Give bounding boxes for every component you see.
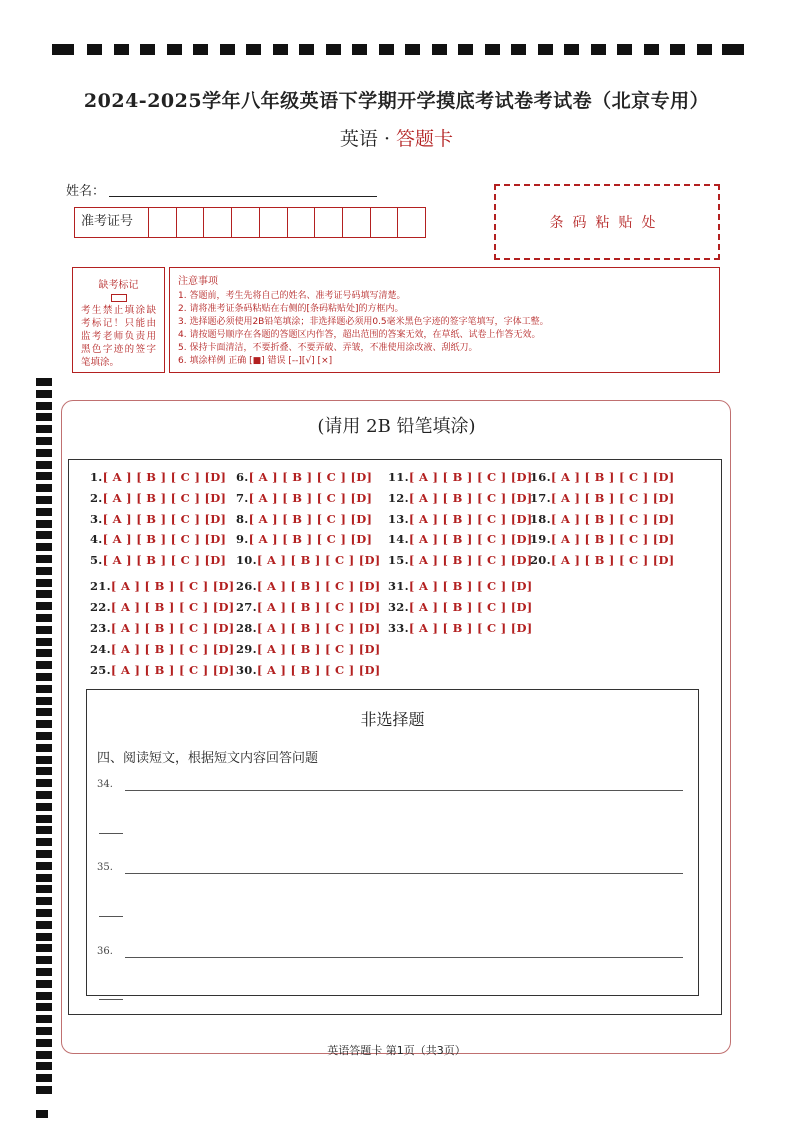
timing-mark (36, 909, 52, 917)
answer-options[interactable]: [ A ] [ B ] [ C ] [D] (110, 579, 235, 593)
answer-options[interactable]: [ A ] [ B ] [ C ] [D] (550, 553, 675, 567)
timing-mark (114, 44, 129, 55)
timing-mark (36, 850, 52, 858)
timing-mark (644, 44, 659, 55)
choice-question-21[interactable] (90, 579, 235, 593)
timing-mark (36, 602, 52, 610)
question-number: 30. (236, 663, 257, 677)
notes-item: 4. 请按题号顺序在各题的答题区内作答，超出范围的答案无效，在草纸、试卷上作答无效。 (178, 330, 541, 340)
pencil-instruction: (请用 2B 铅笔填涂) (317, 416, 476, 437)
timing-mark (36, 673, 52, 681)
timing-mark (326, 44, 341, 55)
answer-options[interactable]: [ A ] [ B ] [ C ] [D] (110, 621, 235, 635)
timing-mark (36, 661, 52, 669)
timing-mark (591, 44, 606, 55)
timing-mark (193, 44, 208, 55)
choice-question-23[interactable] (90, 621, 235, 635)
choice-question-11[interactable] (388, 470, 533, 484)
question-number: 20. (530, 553, 551, 567)
timing-mark (36, 826, 52, 834)
choice-question-17[interactable] (530, 491, 675, 505)
timing-mark (36, 1027, 52, 1035)
answer-options[interactable]: [ A ] [ B ] [ C ] [D] (110, 600, 235, 614)
timing-mark (36, 1074, 52, 1082)
absent-desc: 考生禁止填涂缺考标记！只能由监考老师负责用黑色字迹的签字笔填涂。 (81, 305, 156, 368)
timing-mark (36, 520, 52, 528)
question-number: 11. (388, 470, 409, 484)
choice-question-13[interactable] (388, 512, 533, 526)
answer-options[interactable]: [ A ] [ B ] [ C ] [D] (408, 600, 533, 614)
choice-question-30[interactable] (236, 663, 381, 677)
barcode-area: 条码粘贴处 (494, 184, 720, 260)
timing-mark (405, 44, 420, 55)
non-choice-box (86, 689, 699, 996)
question-number: 22. (90, 600, 111, 614)
timing-mark (36, 567, 52, 575)
answer-options[interactable]: [ A ] [ B ] [ C ] [D] (102, 491, 227, 505)
timing-mark (36, 649, 52, 657)
question-number: 34. (97, 779, 113, 790)
answer-options[interactable]: [ A ] [ B ] [ C ] [D] (256, 579, 381, 593)
question-number: 27. (236, 600, 257, 614)
timing-mark (36, 921, 52, 929)
timing-mark (36, 1062, 52, 1070)
timing-mark (36, 992, 52, 1000)
question-number: 13. (388, 512, 409, 526)
timing-mark (36, 791, 52, 799)
exam-number-label: 准考证号 (75, 208, 149, 237)
timing-mark (273, 44, 288, 55)
timing-mark (36, 402, 52, 410)
answer-options[interactable]: [ A ] [ B ] [ C ] [D] (408, 553, 533, 567)
timing-mark (36, 933, 52, 941)
timing-mark (36, 508, 52, 516)
timing-mark (36, 944, 52, 952)
timing-mark (617, 44, 632, 55)
choice-question-9[interactable] (236, 532, 372, 546)
choice-question-10[interactable] (236, 553, 381, 567)
timing-mark (379, 44, 394, 55)
page-footer: 英语答题卡 第1页（共3页） (327, 1044, 466, 1057)
timing-mark (36, 378, 52, 386)
answer-options[interactable]: [ A ] [ B ] [ C ] [D] (102, 470, 227, 484)
question-number: 8. (236, 512, 249, 526)
exam-number-cell[interactable] (204, 208, 232, 237)
answer-options[interactable]: [ A ] [ B ] [ C ] [D] (408, 579, 533, 593)
timing-mark (432, 44, 447, 55)
question-number: 28. (236, 621, 257, 635)
timing-mark (36, 437, 52, 445)
question-number: 10. (236, 553, 257, 567)
timing-mark (485, 44, 500, 55)
answer-line-continued[interactable] (99, 915, 123, 917)
answer-options[interactable]: [ A ] [ B ] [ C ] [D] (248, 491, 373, 505)
answer-options[interactable]: [ A ] [ B ] [ C ] [D] (248, 470, 373, 484)
question-number: 2. (90, 491, 103, 505)
timing-mark (36, 555, 52, 563)
answer-options[interactable]: [ A ] [ B ] [ C ] [D] (408, 491, 533, 505)
timing-mark (36, 461, 52, 469)
question-number: 24. (90, 642, 111, 656)
timing-mark (722, 44, 744, 55)
question-number: 3. (90, 512, 103, 526)
exam-number-cell[interactable] (315, 208, 343, 237)
timing-mark (36, 685, 52, 693)
answer-options[interactable]: [ A ] [ B ] [ C ] [D] (408, 532, 533, 546)
choice-question-8[interactable] (236, 512, 372, 526)
timing-mark (36, 815, 52, 823)
choice-question-19[interactable] (530, 532, 675, 546)
question-number: 29. (236, 642, 257, 656)
timing-mark (36, 449, 52, 457)
timing-mark (87, 44, 102, 55)
notes-item: 2. 请将准考证条码粘贴在右侧的[条码粘贴处]的方框内。 (178, 304, 404, 314)
timing-mark (167, 44, 182, 55)
timing-mark (36, 838, 52, 846)
timing-mark (36, 874, 52, 882)
choice-question-28[interactable] (236, 621, 381, 635)
timing-mark (36, 579, 52, 587)
answer-options[interactable]: [ A ] [ B ] [ C ] [D] (550, 532, 675, 546)
choice-question-4[interactable] (90, 532, 226, 546)
answer-options[interactable]: [ A ] [ B ] [ C ] [D] (256, 663, 381, 677)
notes-item: 6. 填涂样例 正确 [■] 错误 [--][√] [×] (178, 356, 333, 366)
timing-mark (36, 697, 52, 705)
timing-mark (36, 626, 52, 634)
timing-mark (36, 638, 52, 646)
question-number: 36. (97, 946, 113, 957)
answer-line[interactable] (125, 789, 683, 791)
question-number: 35. (97, 862, 113, 873)
timing-mark (36, 1003, 52, 1011)
timing-mark (458, 44, 473, 55)
subtitle-subject: 英语 · (339, 128, 397, 150)
question-number: 18. (530, 512, 551, 526)
timing-mark (36, 732, 52, 740)
timing-mark (670, 44, 685, 55)
name-field[interactable] (109, 195, 377, 197)
timing-mark (36, 968, 52, 976)
notes-item: 5. 保持卡面清洁，不要折叠、不要弄破、弄皱，不准使用涂改液、刮纸刀。 (178, 343, 478, 353)
answer-options[interactable]: [ A ] [ B ] [ C ] [D] (102, 532, 227, 546)
timing-mark (36, 980, 52, 988)
choice-question-20[interactable] (530, 553, 675, 567)
timing-mark (36, 756, 52, 764)
timing-mark (246, 44, 261, 55)
choice-question-3[interactable] (90, 512, 226, 526)
question-number: 1. (90, 470, 103, 484)
exam-number-cell[interactable] (232, 208, 260, 237)
choice-question-14[interactable] (388, 532, 533, 546)
timing-mark (220, 44, 235, 55)
answer-options[interactable]: [ A ] [ B ] [ C ] [D] (408, 621, 533, 635)
answer-line-continued[interactable] (99, 998, 123, 1000)
question-number: 17. (530, 491, 551, 505)
absent-title: 缺考标记 (98, 280, 139, 291)
question-number: 32. (388, 600, 409, 614)
question-number: 26. (236, 579, 257, 593)
choice-question-18[interactable] (530, 512, 675, 526)
timing-mark (36, 614, 52, 622)
exam-number-cell[interactable] (398, 208, 425, 237)
timing-mark (352, 44, 367, 55)
timing-mark (140, 44, 155, 55)
timing-mark (36, 590, 52, 598)
choice-question-26[interactable] (236, 579, 381, 593)
choice-question-25[interactable] (90, 663, 235, 677)
choice-question-32[interactable] (388, 600, 533, 614)
answer-options[interactable]: [ A ] [ B ] [ C ] [D] (110, 663, 235, 677)
choice-question-5[interactable] (90, 553, 226, 567)
choice-question-1[interactable] (90, 470, 226, 484)
question-number: 21. (90, 579, 111, 593)
name-label: 姓名： (66, 184, 106, 199)
page-subtitle (0, 124, 793, 151)
exam-number-cell[interactable] (371, 208, 399, 237)
answer-line[interactable] (125, 872, 683, 874)
timing-mark (36, 767, 52, 775)
answer-options[interactable]: [ A ] [ B ] [ C ] [D] (256, 553, 381, 567)
timing-mark (36, 720, 52, 728)
answer-line-continued[interactable] (99, 832, 123, 834)
question-number: 16. (530, 470, 551, 484)
question-number: 7. (236, 491, 249, 505)
answer-options[interactable]: [ A ] [ B ] [ C ] [D] (256, 642, 381, 656)
answer-options[interactable]: [ A ] [ B ] [ C ] [D] (256, 621, 381, 635)
timing-mark (36, 803, 52, 811)
choice-question-12[interactable] (388, 491, 533, 505)
timing-mark (36, 708, 52, 716)
exam-number-cell[interactable] (343, 208, 371, 237)
choice-question-27[interactable] (236, 600, 381, 614)
timing-mark (52, 44, 74, 55)
exam-number-cell[interactable] (177, 208, 205, 237)
timing-mark (36, 1086, 52, 1094)
timing-mark (36, 496, 52, 504)
question-number: 6. (236, 470, 249, 484)
choice-question-6[interactable] (236, 470, 372, 484)
question-number: 9. (236, 532, 249, 546)
timing-mark (36, 531, 52, 539)
timing-mark (511, 44, 526, 55)
subtitle-card: 答题卡 (396, 128, 454, 150)
question-number: 31. (388, 579, 409, 593)
choice-question-7[interactable] (236, 491, 372, 505)
question-number: 23. (90, 621, 111, 635)
choice-question-2[interactable] (90, 491, 226, 505)
timing-mark (36, 744, 52, 752)
question-number: 15. (388, 553, 409, 567)
choice-question-29[interactable] (236, 642, 381, 656)
timing-mark (36, 1015, 52, 1023)
answer-options[interactable]: [ A ] [ B ] [ C ] [D] (256, 600, 381, 614)
answer-options[interactable]: [ A ] [ B ] [ C ] [D] (408, 512, 533, 526)
timing-mark (564, 44, 579, 55)
answer-options[interactable]: [ A ] [ B ] [ C ] [D] (550, 470, 675, 484)
answer-options[interactable]: [ A ] [ B ] [ C ] [D] (248, 532, 373, 546)
notes-item: 3. 选择题必须使用2B铅笔填涂；非选择题必须用0.5毫米黑色字迹的签字笔填写，字体工整。 (178, 317, 549, 327)
question-number: 25. (90, 663, 111, 677)
notes-item: 1. 答题前，考生先将自己的姓名、准考证号码填写清楚。 (178, 291, 406, 301)
answer-options[interactable]: [ A ] [ B ] [ C ] [D] (550, 512, 675, 526)
timing-mark (36, 862, 52, 870)
timing-mark (36, 1110, 48, 1118)
exam-number-cell[interactable] (288, 208, 316, 237)
timing-mark (36, 885, 52, 893)
choice-question-15[interactable] (388, 553, 533, 567)
question-number: 4. (90, 532, 103, 546)
exam-number-cell[interactable] (260, 208, 288, 237)
absent-mark-box (72, 267, 165, 373)
notes-title: 注意事项 (178, 276, 218, 287)
non-choice-title: 非选择题 (360, 710, 425, 729)
question-number: 5. (90, 553, 103, 567)
non-choice-subtitle: 四、阅读短文，根据短文内容回答问题 (97, 751, 319, 766)
answer-options[interactable]: [ A ] [ B ] [ C ] [D] (102, 512, 227, 526)
answer-options[interactable]: [ A ] [ B ] [ C ] [D] (248, 512, 373, 526)
question-number: 12. (388, 491, 409, 505)
answer-options[interactable]: [ A ] [ B ] [ C ] [D] (550, 491, 675, 505)
timing-mark (299, 44, 314, 55)
timing-mark (36, 390, 52, 398)
choice-question-31[interactable] (388, 579, 533, 593)
page-title: 2024-2025学年八年级英语下学期开学摸底考试卷考试卷（北京专用） (83, 90, 710, 112)
timing-mark (36, 543, 52, 551)
choice-question-22[interactable] (90, 600, 235, 614)
question-number: 33. (388, 621, 409, 635)
timing-mark (697, 44, 712, 55)
exam-number-field[interactable] (74, 207, 426, 238)
timing-mark (36, 956, 52, 964)
answer-options[interactable]: [ A ] [ B ] [ C ] [D] (102, 553, 227, 567)
answer-line[interactable] (125, 956, 683, 958)
choice-question-24[interactable] (90, 642, 235, 656)
choice-question-16[interactable] (530, 470, 675, 484)
absent-checkbox[interactable] (111, 294, 127, 302)
exam-number-cell[interactable] (149, 208, 177, 237)
timing-mark (36, 779, 52, 787)
question-number: 19. (530, 532, 551, 546)
timing-mark (36, 472, 52, 480)
notes-box (169, 267, 720, 373)
timing-mark (36, 897, 52, 905)
choice-question-33[interactable] (388, 621, 533, 635)
question-number: 14. (388, 532, 409, 546)
answer-options[interactable]: [ A ] [ B ] [ C ] [D] (408, 470, 533, 484)
timing-mark (538, 44, 553, 55)
timing-mark (36, 484, 52, 492)
answer-options[interactable]: [ A ] [ B ] [ C ] [D] (110, 642, 235, 656)
